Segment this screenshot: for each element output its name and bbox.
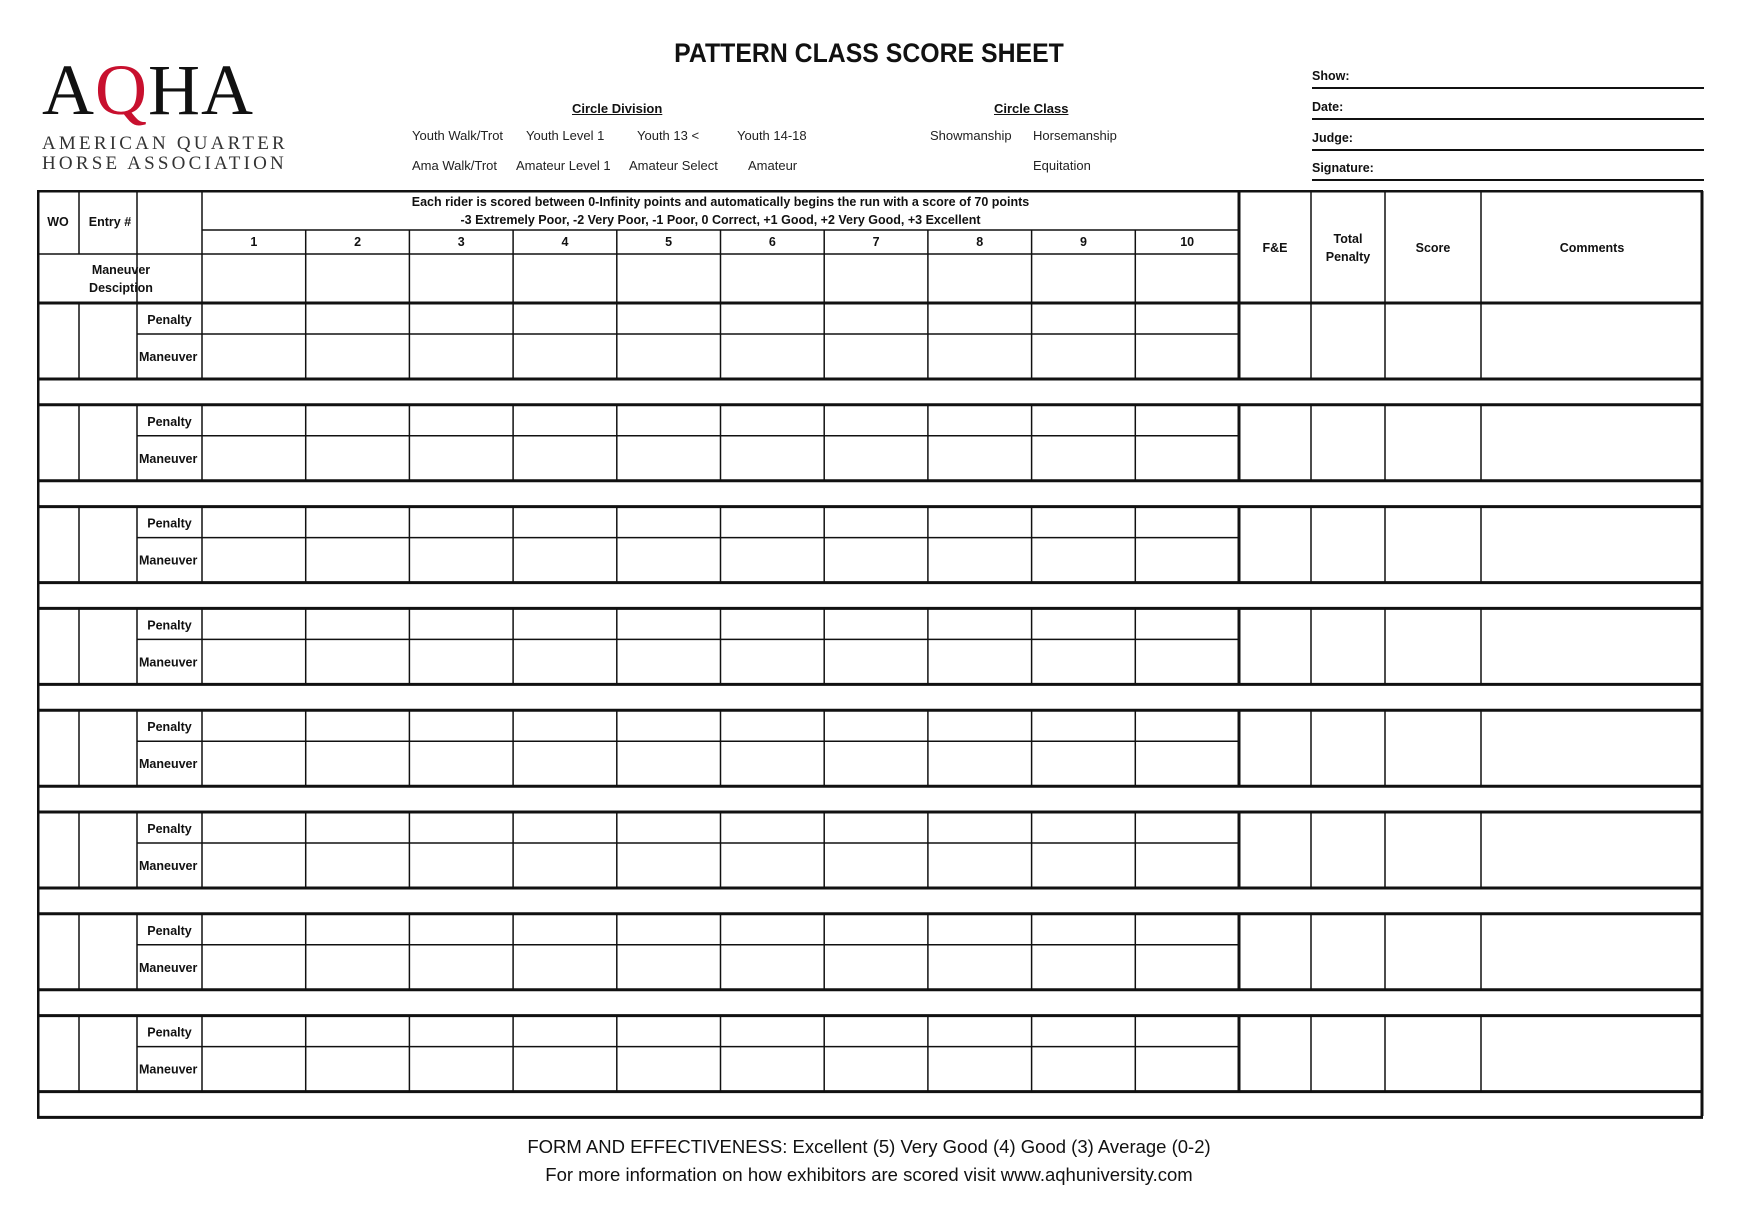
division-option[interactable]: Youth Walk/Trot bbox=[412, 128, 504, 143]
logo-subtitle-line2: HORSE ASSOCIATION bbox=[42, 153, 287, 174]
judge-field[interactable]: Judge: bbox=[1312, 131, 1704, 151]
logo-letter-q: Q bbox=[95, 50, 148, 130]
comments-header: Comments bbox=[1559, 241, 1625, 255]
class-option[interactable]: Equitation bbox=[1033, 158, 1091, 173]
form-effectiveness-note: FORM AND EFFECTIVENESS: Excellent (5) Very Good (4) Good (3) Average (0-2) bbox=[527, 1136, 1211, 1157]
score-header: Score bbox=[1415, 241, 1451, 255]
division-heading: Circle Division bbox=[572, 101, 663, 116]
score-table bbox=[37, 190, 1707, 1120]
maneuver-number: 9 bbox=[1079, 235, 1087, 249]
maneuver-number: 5 bbox=[665, 235, 673, 249]
maneuver-label: Maneuver bbox=[139, 960, 198, 975]
maneuver-number: 2 bbox=[354, 235, 362, 249]
division-option[interactable]: Ama Walk/Trot bbox=[412, 158, 497, 173]
entry-header: Entry # bbox=[88, 215, 132, 229]
penalty-label: Penalty bbox=[147, 822, 192, 836]
signature-field[interactable]: Signature: bbox=[1312, 161, 1704, 181]
maneuver-label: Maneuver bbox=[139, 451, 198, 466]
maneuver-number: 7 bbox=[872, 235, 880, 249]
maneuver-number: 4 bbox=[561, 235, 569, 249]
maneuver-description-header: Desciption bbox=[89, 281, 153, 295]
class-heading: Circle Class bbox=[994, 101, 1069, 116]
division-option[interactable]: Youth Level 1 bbox=[526, 128, 605, 143]
page-title: PATTERN CLASS SCORE SHEET bbox=[674, 38, 1064, 68]
show-field[interactable]: Show: bbox=[1312, 69, 1704, 89]
logo-letters-ha: HA bbox=[148, 50, 254, 130]
maneuver-label: Maneuver bbox=[139, 350, 198, 364]
maneuver-label: Maneuver bbox=[139, 757, 198, 772]
fe-header: F&E bbox=[1262, 241, 1288, 255]
penalty-label: Penalty bbox=[147, 516, 192, 531]
total-penalty-header: Penalty bbox=[1325, 250, 1371, 264]
class-option[interactable]: Showmanship bbox=[930, 128, 1012, 143]
maneuver-number: 3 bbox=[457, 235, 465, 249]
penalty-label: Penalty bbox=[147, 618, 192, 633]
maneuver-label: Maneuver bbox=[139, 1062, 198, 1077]
more-info-note: For more information on how exhibitors are scored visit www.aqhuniversity.com bbox=[545, 1164, 1193, 1185]
scoring-note: Each rider is scored between 0-Infinity points and automatically begins the run with a score of 70 points bbox=[411, 195, 1030, 209]
maneuver-label: Maneuver bbox=[139, 859, 198, 873]
class-option[interactable]: Horsemanship bbox=[1033, 128, 1117, 143]
maneuver-number: 1 bbox=[250, 235, 258, 249]
maneuver-number: 10 bbox=[1180, 235, 1195, 249]
maneuver-number: 8 bbox=[976, 235, 984, 249]
logo-subtitle-line1: AMERICAN QUARTER bbox=[42, 133, 288, 154]
maneuver-label: Maneuver bbox=[139, 655, 198, 670]
division-option[interactable]: Youth 14-18 bbox=[737, 128, 807, 143]
penalty-label: Penalty bbox=[147, 313, 192, 327]
division-option[interactable]: Amateur Level 1 bbox=[516, 158, 611, 173]
scoring-note: -3 Extremely Poor, -2 Very Poor, -1 Poor, 0 Correct, +1 Good, +2 Very Good, +3 Excellent bbox=[460, 213, 981, 227]
division-option[interactable]: Youth 13 < bbox=[637, 128, 700, 143]
penalty-label: Penalty bbox=[147, 720, 192, 735]
division-option[interactable]: Amateur bbox=[748, 158, 798, 173]
total-penalty-header: Total bbox=[1333, 232, 1363, 246]
division-option[interactable]: Amateur Select bbox=[629, 158, 718, 173]
date-field[interactable]: Date: bbox=[1312, 100, 1704, 120]
wo-header: WO bbox=[47, 215, 69, 229]
penalty-label: Penalty bbox=[147, 1025, 192, 1040]
penalty-label: Penalty bbox=[147, 923, 192, 938]
maneuver-description-header: Maneuver bbox=[91, 263, 151, 277]
penalty-label: Penalty bbox=[147, 414, 192, 429]
maneuver-label: Maneuver bbox=[139, 553, 198, 568]
maneuver-number: 6 bbox=[768, 235, 776, 249]
logo-letter-a: A bbox=[42, 50, 95, 130]
